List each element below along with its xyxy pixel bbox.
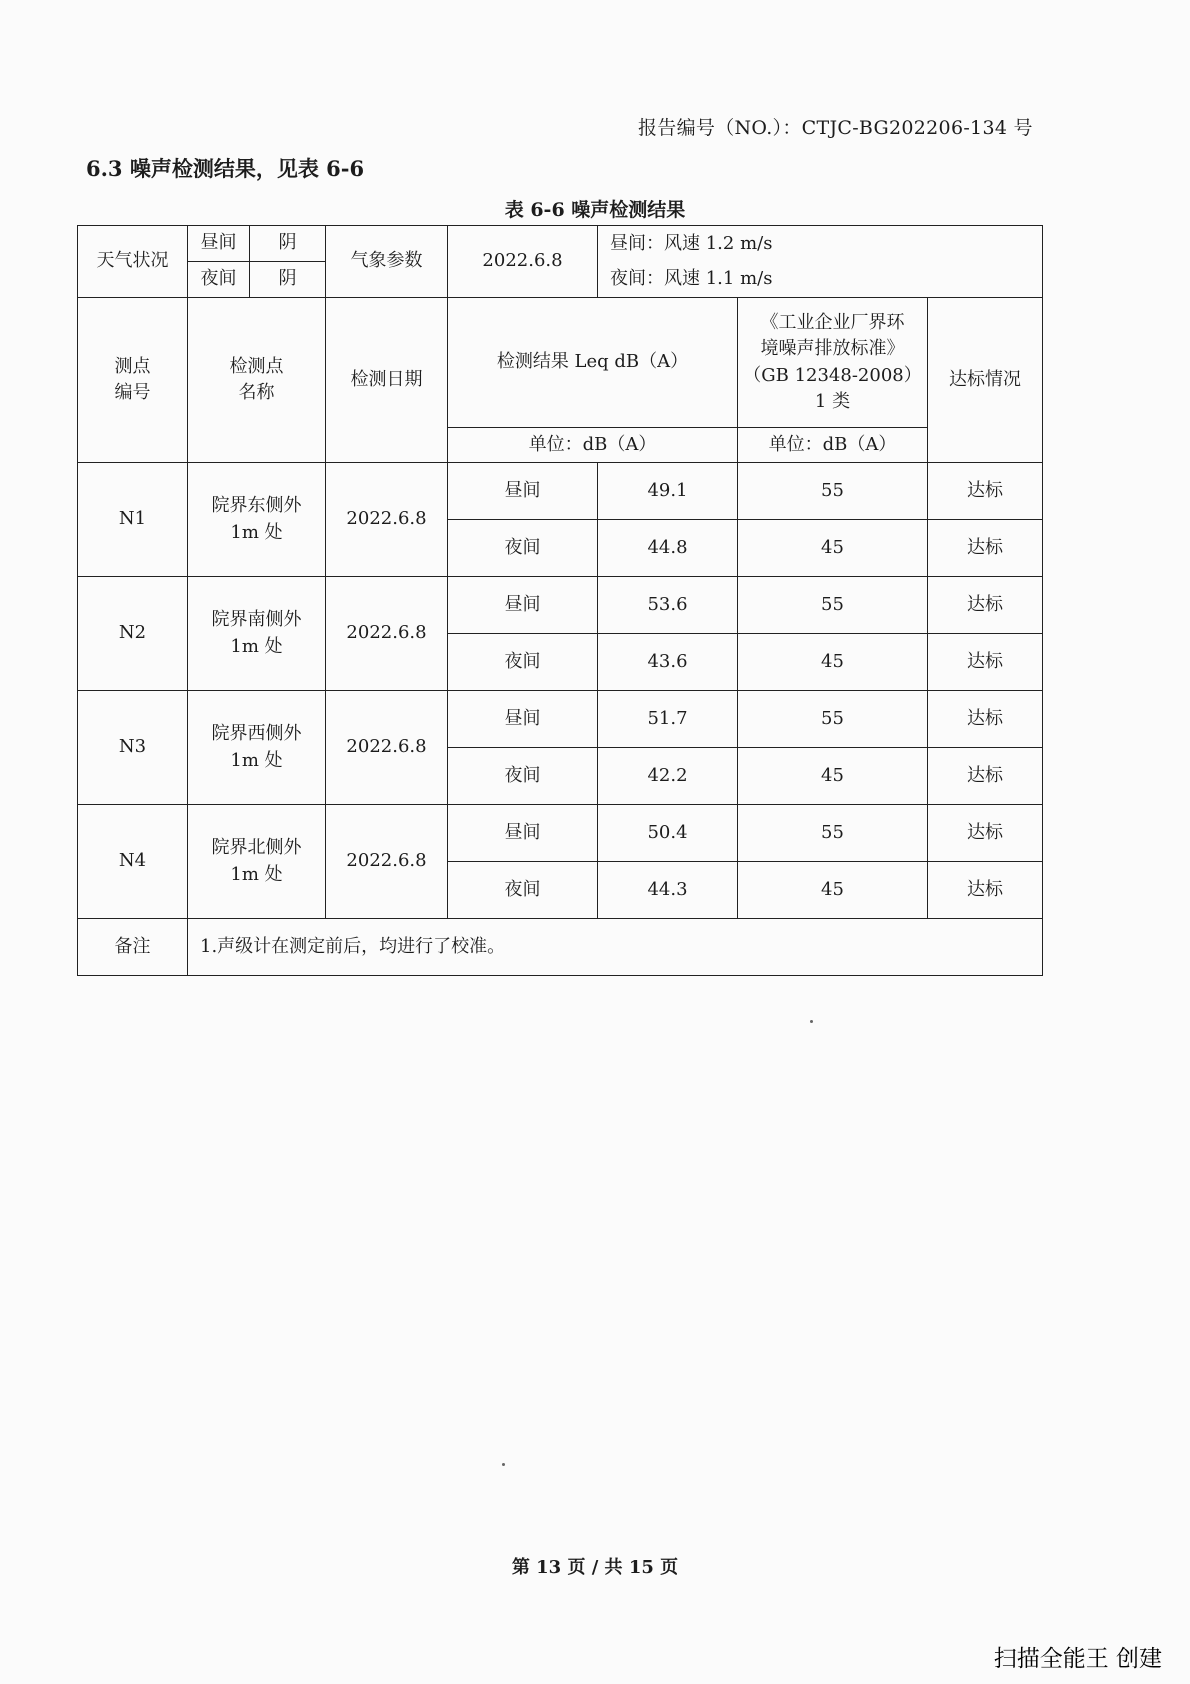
- weather-day-value: 阴: [250, 226, 326, 262]
- status: 达标: [928, 463, 1043, 520]
- weather-day-label: 昼间: [188, 226, 250, 262]
- measured-value: 42.2: [598, 748, 738, 805]
- meteo-label: 气象参数: [326, 226, 448, 298]
- remarks-text: 1.声级计在测定前后，均进行了校准。: [188, 919, 1043, 976]
- period-label: 昼间: [448, 463, 598, 520]
- test-date: 2022.6.8: [326, 805, 448, 919]
- header-standard-line2: 境噪声排放标准》: [760, 338, 905, 360]
- remarks-row: [78, 919, 1043, 976]
- status: 达标: [928, 691, 1043, 748]
- header-result: 检测结果 Leq dB（A）: [448, 298, 738, 428]
- measured-value: 44.3: [598, 862, 738, 919]
- period-label: 夜间: [448, 862, 598, 919]
- remarks-label: 备注: [78, 919, 188, 976]
- period-label: 昼间: [448, 577, 598, 634]
- table-row: [78, 805, 1043, 862]
- status: 达标: [928, 805, 1043, 862]
- header-point-id: [78, 298, 188, 463]
- point-name-line2: 1m 处: [230, 635, 283, 657]
- test-date: 2022.6.8: [326, 577, 448, 691]
- point-name-line1: 院界东侧外: [211, 495, 302, 517]
- noise-results-table: [77, 225, 1043, 976]
- point-id: N1: [78, 463, 188, 577]
- header-point-id-line1: 测点: [114, 355, 151, 377]
- page-footer: 第 13 页 / 共 15 页: [511, 1557, 679, 1578]
- weather-night-label: 夜间: [188, 262, 250, 298]
- point-name-line1: 院界南侧外: [211, 609, 302, 631]
- point-name-line2: 1m 处: [230, 521, 283, 543]
- header-compliance: 达标情况: [928, 298, 1043, 463]
- point-name: [188, 691, 326, 805]
- status: 达标: [928, 748, 1043, 805]
- test-date: 2022.6.8: [326, 463, 448, 577]
- period-label: 夜间: [448, 520, 598, 577]
- weather-label: 天气状况: [78, 226, 188, 298]
- period-label: 夜间: [448, 748, 598, 805]
- limit-value: 45: [738, 634, 928, 691]
- point-name-line1: 院界北侧外: [211, 837, 302, 859]
- scan-speck: [502, 1463, 505, 1466]
- day-wind: 昼间：风速 1.2 m/s: [598, 226, 1043, 262]
- weather-row-day: [78, 226, 1043, 262]
- status: 达标: [928, 577, 1043, 634]
- limit-value: 45: [738, 862, 928, 919]
- scan-speck: [810, 1020, 813, 1023]
- header-point-name-line2: 名称: [238, 382, 275, 403]
- point-name-line2: 1m 处: [230, 863, 283, 885]
- measured-value: 44.8: [598, 520, 738, 577]
- point-name-line1: 院界西侧外: [211, 723, 302, 745]
- header-point-name: [188, 298, 326, 463]
- measured-value: 50.4: [598, 805, 738, 862]
- point-name: [188, 577, 326, 691]
- table-caption: 表 6-6 噪声检测结果: [504, 199, 686, 221]
- meteo-date: 2022.6.8: [448, 226, 598, 298]
- header-standard-line1: 《工业企业厂界环: [760, 312, 905, 334]
- test-date: 2022.6.8: [326, 691, 448, 805]
- header-standard-line4: 1 类: [814, 390, 851, 412]
- status: 达标: [928, 862, 1043, 919]
- point-id: N3: [78, 691, 188, 805]
- limit-value: 55: [738, 577, 928, 634]
- measured-value: 49.1: [598, 463, 738, 520]
- point-name-line2: 1m 处: [230, 749, 283, 771]
- measured-value: 53.6: [598, 577, 738, 634]
- header-standard-line3: （GB 12348-2008）: [743, 364, 922, 386]
- period-label: 夜间: [448, 634, 598, 691]
- header-standard: [738, 298, 928, 428]
- point-name: [188, 805, 326, 919]
- point-id: N2: [78, 577, 188, 691]
- period-label: 昼间: [448, 691, 598, 748]
- point-id: N4: [78, 805, 188, 919]
- limit-value: 55: [738, 691, 928, 748]
- weather-night-value: 阴: [250, 262, 326, 298]
- limit-value: 45: [738, 520, 928, 577]
- unit-standard: 单位：dB（A）: [738, 428, 928, 463]
- status: 达标: [928, 520, 1043, 577]
- point-name: [188, 463, 326, 577]
- unit-result: 单位：dB（A）: [448, 428, 738, 463]
- scanner-watermark: 扫描全能王 创建: [993, 1646, 1162, 1672]
- limit-value: 55: [738, 805, 928, 862]
- limit-value: 55: [738, 463, 928, 520]
- measured-value: 43.6: [598, 634, 738, 691]
- report-number: 报告编号（NO.）：CTJC-BG202206-134 号: [638, 117, 1033, 139]
- section-title: 6.3 噪声检测结果，见表 6-6: [86, 156, 365, 181]
- table-row: [78, 691, 1043, 748]
- measured-value: 51.7: [598, 691, 738, 748]
- header-point-id-line2: 编号: [114, 382, 151, 403]
- header-date: 检测日期: [326, 298, 448, 463]
- status: 达标: [928, 634, 1043, 691]
- limit-value: 45: [738, 748, 928, 805]
- night-wind: 夜间：风速 1.1 m/s: [598, 262, 1043, 298]
- table-row: [78, 463, 1043, 520]
- period-label: 昼间: [448, 805, 598, 862]
- table-row: [78, 577, 1043, 634]
- header-row: [78, 298, 1043, 428]
- header-point-name-line1: 检测点: [229, 355, 284, 377]
